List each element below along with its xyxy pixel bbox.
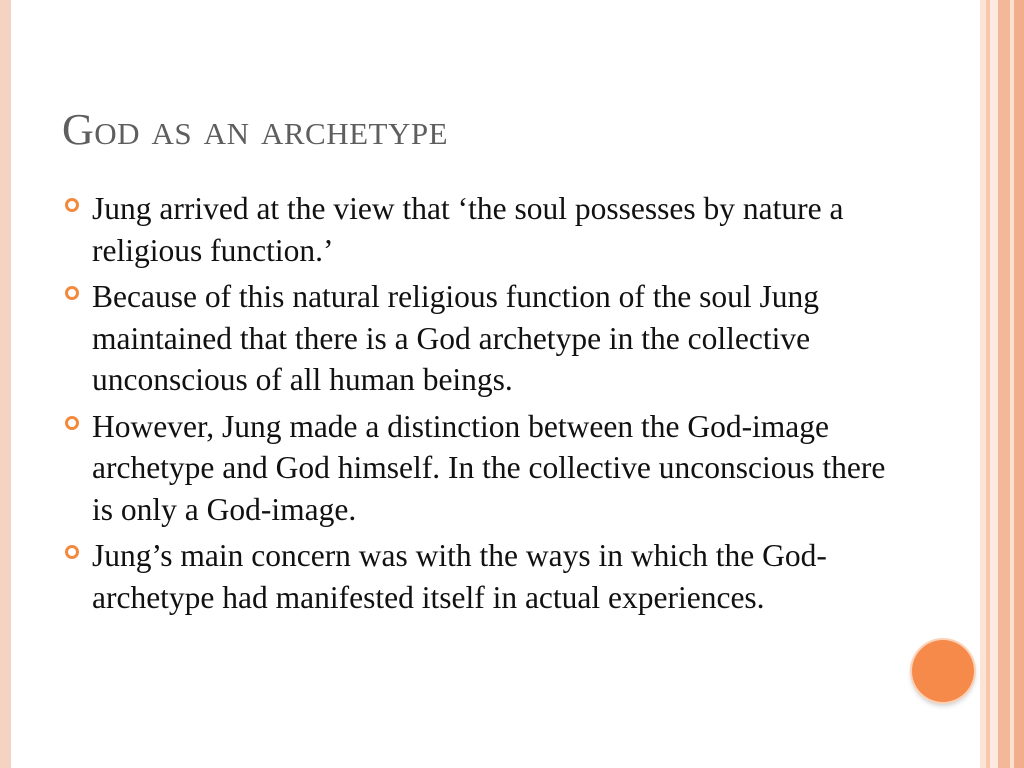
right-stripes-decoration — [980, 0, 1024, 768]
bullet-text: Because of this natural religious function of the soul Jung maintained that there is a God archetype in the collective unconscious of all human beings. — [92, 279, 819, 397]
ring-bullet-icon — [65, 416, 79, 430]
bullet-list — [62, 188, 912, 623]
ring-bullet-icon — [65, 286, 79, 300]
left-border-decoration — [0, 0, 11, 768]
stripe — [990, 0, 998, 768]
slide-title: God as an archetype — [62, 105, 449, 154]
bullet-text: Jung’s main concern was with the ways in which the God-archetype had manifested itself in actual experiences. — [92, 538, 827, 615]
bullet-item — [62, 406, 912, 531]
bullet-text: However, Jung made a distinction between the God-image archetype and God himself. In the collective unconscious there is only a God-image. — [92, 408, 886, 527]
bullet-item — [62, 188, 912, 271]
stripe — [998, 0, 1010, 768]
stripe — [1014, 0, 1024, 768]
orange-circle-icon — [912, 640, 974, 702]
ring-bullet-icon — [65, 198, 79, 212]
bullet-item — [62, 535, 912, 618]
bullet-text: Jung arrived at the view that ‘the soul possesses by nature a religious function.’ — [92, 191, 844, 268]
bullet-item — [62, 276, 912, 401]
ring-bullet-icon — [65, 545, 79, 559]
